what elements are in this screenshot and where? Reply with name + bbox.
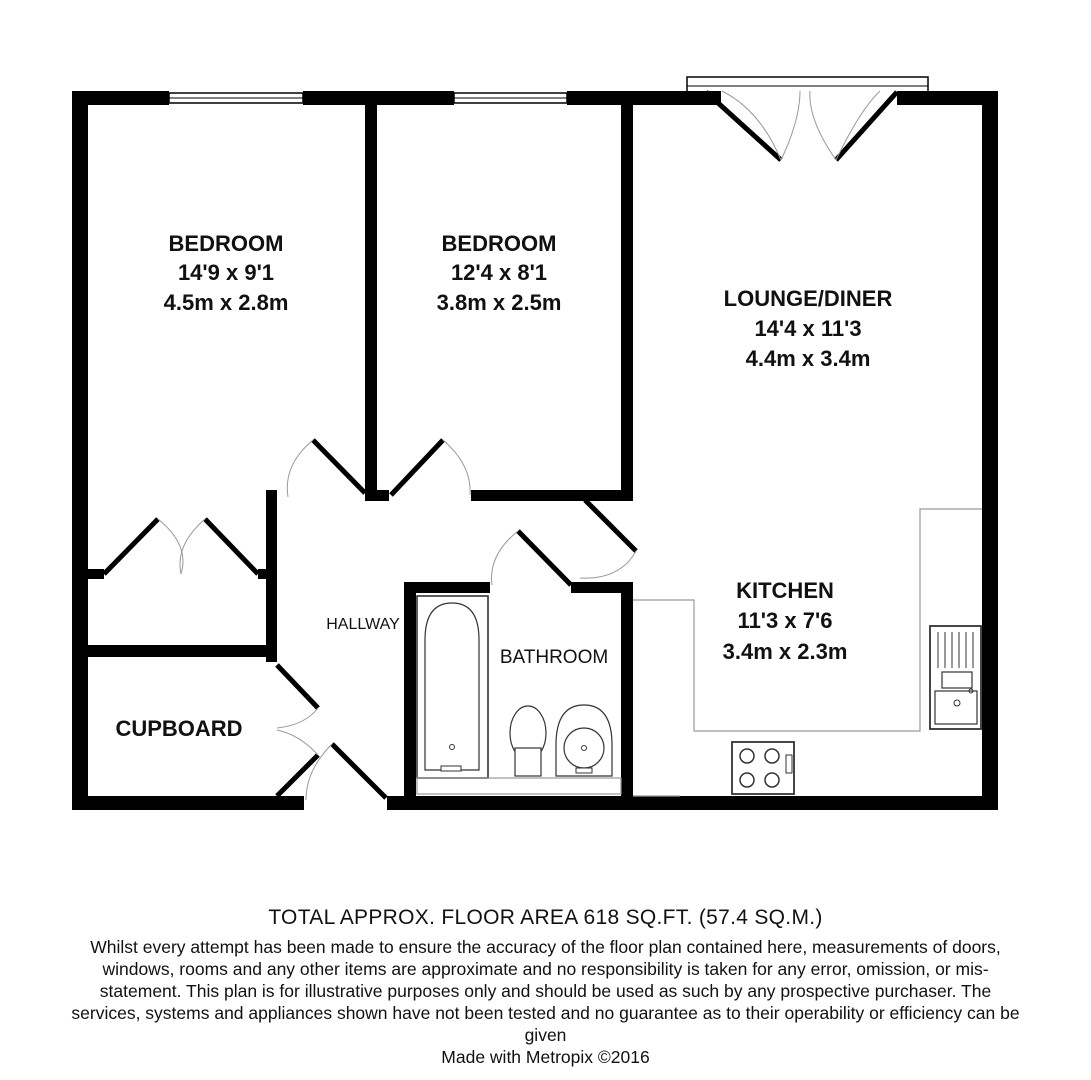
hallway-label: HALLWAY bbox=[326, 616, 400, 633]
kitchen-metric: 3.4m x 2.3m bbox=[722, 639, 848, 664]
room-kitchen bbox=[723, 578, 848, 664]
basin bbox=[556, 705, 612, 776]
disclaimer: Whilst every attempt has been made to ensure the accuracy of the floor plan contained here, measurements of doors, windows, rooms and any other items are approximate and no responsibility is taken for any error, omission, or mis-statement. This plan is for illustrative purposes only and should be used as such by any prospective purchaser. The services, systems and appliances shown have not been tested and no guarantee as to their operability or efficiency can be given bbox=[71, 937, 1020, 1045]
bedroom-middle-imperial: 12'4 x 8'1 bbox=[450, 260, 548, 285]
lounge-name: LOUNGE/DINER bbox=[723, 286, 893, 311]
toilet bbox=[510, 706, 546, 776]
bathroom-fixtures bbox=[417, 596, 621, 794]
cupboard-label: CUPBOARD bbox=[115, 716, 243, 741]
hob bbox=[732, 742, 794, 794]
bedroom-left-imperial: 14'9 x 9'1 bbox=[177, 260, 275, 285]
room-bedroom-middle bbox=[437, 231, 562, 315]
total-floor-area: TOTAL APPROX. FLOOR AREA 618 SQ.FT. (57.4 SQ.M.) bbox=[268, 906, 823, 929]
kitchen-imperial: 11'3 x 7'6 bbox=[737, 608, 833, 633]
bathroom-label: BATHROOM bbox=[499, 647, 609, 668]
room-lounge-diner bbox=[724, 286, 893, 371]
bedroom-left-metric: 4.5m x 2.8m bbox=[163, 290, 289, 315]
bedroom-middle-name: BEDROOM bbox=[441, 231, 557, 256]
outer-walls bbox=[72, 91, 998, 810]
footer bbox=[0, 906, 1091, 1068]
room-bedroom-left bbox=[164, 231, 289, 315]
bathtub bbox=[417, 596, 488, 778]
bedroom-middle-metric: 3.8m x 2.5m bbox=[436, 290, 562, 315]
french-doors-lounge bbox=[687, 77, 928, 160]
lounge-metric: 4.4m x 3.4m bbox=[745, 346, 871, 371]
credit: Made with Metropix ©2016 bbox=[441, 1047, 650, 1067]
bedroom-left-name: BEDROOM bbox=[168, 231, 284, 256]
kitchen-name: KITCHEN bbox=[736, 578, 834, 603]
lounge-imperial: 14'4 x 11'3 bbox=[754, 316, 862, 341]
kitchen-sink bbox=[930, 626, 981, 729]
internal-walls bbox=[80, 91, 633, 796]
